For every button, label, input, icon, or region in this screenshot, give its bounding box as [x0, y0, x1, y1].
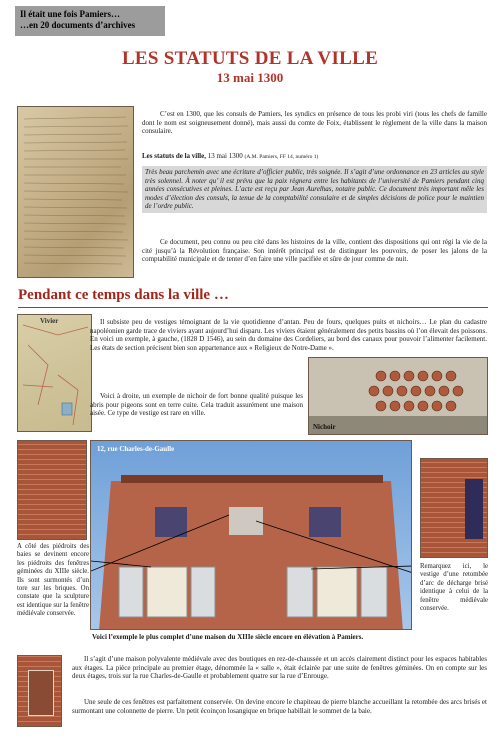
- series-line-2: …en 20 documents d’archives: [20, 20, 136, 30]
- right-detail-image: [420, 458, 488, 558]
- viviers-paragraph: Il subsiste peu de vestiges témoignant de la vie quotidienne d’antan. Peu de fours, quelques puits et nichoirs… Le plan du cadastre napoléonien garde trace de viviers ayant aujourd’hui disparu. Les viviers étaient généralement des petits bassins où l’on élevait des poissons. En voici un exemple, à gauche, (1828 D 1546), au sein du domaine des Cordeliers, au bord des canaux pour pouvoir l’alimenter facilement. Les états de section précisent bien son appartenance aux « Religieux de Notre-Dame ».: [90, 318, 487, 352]
- right-caption: Remarquez ici, le vestige d’une retombée d’arc de décharge brisé identique à celui de la fenêtre médiévale conservée.: [420, 563, 488, 613]
- parchment-writing: [18, 107, 134, 278]
- series-header: [15, 6, 165, 36]
- nichoir-label: Nichoir: [313, 423, 336, 431]
- statuts-archive-ref: (A.M. Pamiers, FF 14, numéro 1): [244, 154, 319, 160]
- left-caption: A côté des piédroits des baies se devinent encore les piédroits des fenêtres géminées du XIIIe siècle. Ils sont surmontés d’un tore sur les briques. On constate que la sculpture est identique sur la fenêtre médiévale conservée.: [17, 543, 89, 618]
- page-date: 13 mai 1300: [216, 70, 284, 85]
- street-label: 12, rue Charles-de-Gaulle: [97, 445, 175, 453]
- vivier-label: Vivier: [40, 317, 59, 325]
- statuts-reference: [142, 152, 487, 162]
- document-description: Très beau parchemin avec une écriture d’officier public, très soignée. Il s’agit d’une ordonnance en 23 articles au style très solennel. À noter qu’ il est prévu que la paix règnera entre les habitants de l’université de Pamiers pendant cinq années consécutives et pleines. L’acte est reçu par Jean Aurelhas, notaire public. Ce document très important mêle les modes d’élection des consuls, la tenue de la comptabilité consulaire et de simples décisions de police pour le maintien de l’ordre public.: [142, 166, 487, 213]
- map-lines: [18, 315, 92, 432]
- fenetre-paragraph: Une seule de ces fenêtres est parfaitement conservée. On devine encore le chapiteau de pierre blanche accueillant la retombée des arcs brisés et surmontant une colonnette de pierre. Un petit écoinçon losangique en brique habillait le sommet de la baie.: [72, 698, 487, 715]
- series-line-1: Il était une fois Pamiers…: [20, 9, 120, 19]
- section-divider: [18, 307, 488, 308]
- left-detail-image: [17, 440, 87, 540]
- section-title: Pendant ce temps dans la ville …: [18, 287, 229, 303]
- nichoir-image: [308, 357, 488, 435]
- statuts-label: Les statuts de la ville,: [142, 152, 206, 160]
- page-title: LES STATUTS DE LA VILLE: [121, 48, 379, 69]
- window-detail-image: [17, 655, 62, 727]
- photo-caption: Voici l’exemple le plus complet d’une maison du XIIIe siècle encore en élévation à Pamiers.: [92, 633, 364, 641]
- cadastre-map-image: [17, 314, 92, 432]
- intro-paragraph: C’est en 1300, que les consuls de Pamiers, les syndics en présence de tous les probi viri (tous les chefs de famille dont le nom est soigneusement donné), mais aussi du comte de Foix, établissent le règlement de la ville dans la maison consulaire.: [142, 110, 487, 136]
- maison-paragraph: Il s’agit d’une maison polyvalente médiévale avec des boutiques en rez-de-chaussée et un accès clairement distinct pour les espaces habitables aux étages. La pièce principale au premier étage, dénommée la « salle », était éclairée par une suite de fenêtres géminées. On en compte sur les deux étages, trois sur la rue Charles-de-Gaulle et probablement quatre sur la rue d’Enrouge.: [72, 655, 487, 681]
- facade-drawing: [91, 441, 412, 630]
- statuts-date: 13 mai 1300: [207, 152, 243, 160]
- nichoir-pots: [309, 358, 488, 435]
- window-detail-arch: [28, 670, 54, 716]
- context-paragraph: Ce document, peu connu ou peu cité dans les histoires de la ville, contient des dispositions qui ont régi la vie de la cité jusqu’à la Révolution française. Son intérêt principal est de distinguer les pouvoirs, de poser les jalons de la comptabilité municipale et de tenter d’en faire une ville pacifiée et sûre de jour comme de nuit.: [142, 238, 487, 264]
- facade-photo: [90, 440, 412, 630]
- parchment-image: [17, 106, 134, 278]
- right-detail-window: [465, 479, 483, 539]
- nichoir-paragraph: Voici à droite, un exemple de nichoir de fort bonne qualité puisque les abris pour pigeons sont en terre cuite. Cela traduit assurément une maison aisée. Ce type de vestige est rare en ville.: [90, 392, 303, 418]
